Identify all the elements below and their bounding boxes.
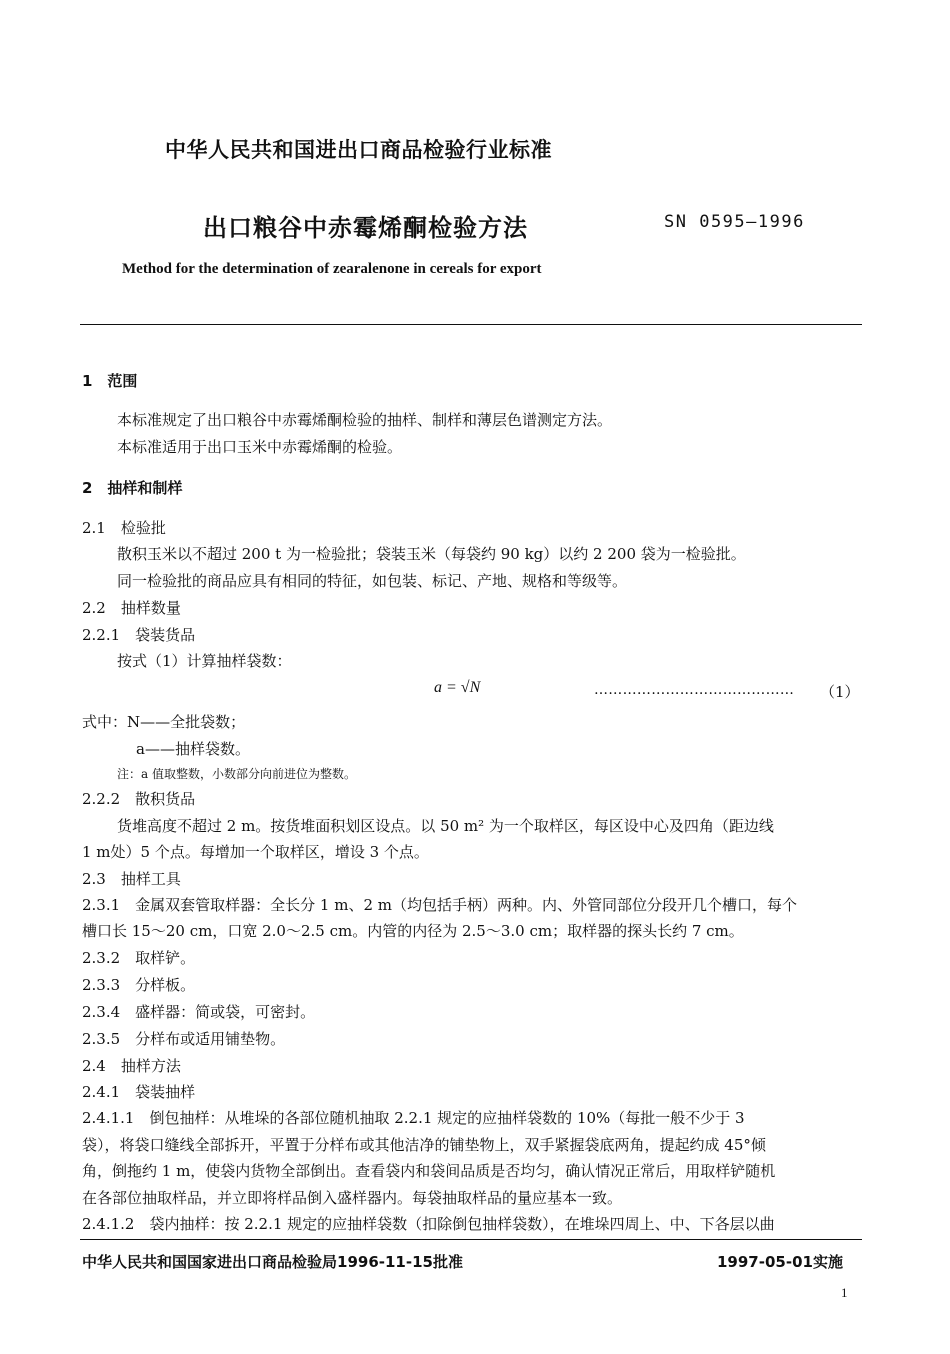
paragraph: 2.4.1.1 倒包抽样：从堆垛的各部位随机抽取 2.2.1 规定的应抽样袋数的 10%（每批一般不少于 3 <box>82 1109 745 1127</box>
paragraph: 1 m处）5 个点。每增加一个取样区，增设 3 个点。 <box>82 843 429 861</box>
paragraph: 按式（1）计算抽样袋数： <box>117 652 292 670</box>
subsection-heading: 2.4.1 袋装抽样 <box>82 1083 196 1101</box>
subsection-heading: 2.2.2 散积货品 <box>82 790 196 808</box>
subsection-heading: 2.2.1 袋装货品 <box>82 626 196 644</box>
document-title: 出口粮谷中赤霉烯酮检验方法 <box>203 214 528 242</box>
paragraph: 2.4.1.2 袋内抽样：按 2.2.1 规定的应抽样袋数（扣除倒包抽样袋数），在堆垛四周上、中、下各层以曲 <box>82 1215 775 1233</box>
where-clause: a——抽样袋数。 <box>136 740 250 758</box>
note: 注：a 值取整数，小数部分向前进位为整数。 <box>117 767 356 781</box>
paragraph: 角，倒拖约 1 m，使袋内货物全部倒出。查看袋内和袋间品质是否均匀，确认情况正常后，用取样铲随机 <box>82 1162 776 1180</box>
paragraph: 槽口长 15～20 cm，口宽 2.0～2.5 cm。内管的内径为 2.5～3.0 cm；取样器的探头长约 7 cm。 <box>82 922 744 940</box>
header-rule <box>80 324 862 325</box>
paragraph: 袋），将袋口缝线全部拆开，平置于分样布或其他洁净的铺垫物上，双手紧握袋底两角，提起约成 45°倾 <box>82 1136 766 1154</box>
standard-code: SN 0595—1996 <box>664 212 805 232</box>
paragraph: 货堆高度不超过 2 m。按货堆面积划区设点。以 50 m² 为一个取样区，每区设中心及四角（距边线 <box>117 817 774 835</box>
subsection-heading: 2.3 抽样工具 <box>82 870 181 888</box>
paragraph: 同一检验批的商品应具有相同的特征，如包装、标记、产地、规格和等级等。 <box>117 572 628 590</box>
where-clause: 式中：N——全批袋数； <box>82 713 246 731</box>
subsection-heading: 2.3.5 分样布或适用铺垫物。 <box>82 1030 286 1048</box>
english-title: Method for the determination of zearalenone in cereals for export <box>122 261 542 277</box>
paragraph: 本标准规定了出口粮谷中赤霉烯酮检验的抽样、制样和薄层色谱测定方法。 <box>117 411 613 429</box>
paragraph: 散积玉米以不超过 200 t 为一检验批；袋装玉米（每袋约 90 kg）以约 2 200 袋为一检验批。 <box>117 545 746 563</box>
formula-leader: …………………………………… <box>594 682 795 698</box>
subsection-heading: 2.1 检验批 <box>82 519 166 537</box>
approval-line: 中华人民共和国国家进出口商品检验局1996-11-15批准 <box>82 1253 463 1271</box>
subsection-heading: 2.2 抽样数量 <box>82 599 181 617</box>
subsection-heading: 2.3.3 分样板。 <box>82 976 196 994</box>
subsection-heading: 2.3.2 取样铲。 <box>82 949 196 967</box>
paragraph: 本标准适用于出口玉米中赤霉烯酮的检验。 <box>117 438 403 456</box>
section-2-heading: 2 抽样和制样 <box>82 479 183 497</box>
section-1-heading: 1 范围 <box>82 372 138 390</box>
footer-rule <box>80 1239 862 1240</box>
implementation-date: 1997-05-01实施 <box>717 1253 843 1271</box>
paragraph: 2.3.1 金属双套管取样器：全长分 1 m、2 m（均包括手柄）两种。内、外管同部位分段开几个槽口，每个 <box>82 896 798 914</box>
subsection-heading: 2.3.4 盛样器：简或袋，可密封。 <box>82 1003 316 1021</box>
paragraph: 在各部位抽取样品，并立即将样品倒入盛样器内。每袋抽取样品的量应基本一致。 <box>82 1189 623 1207</box>
standard-category: 中华人民共和国进出口商品检验行业标准 <box>165 138 552 162</box>
subsection-heading: 2.4 抽样方法 <box>82 1057 181 1075</box>
page-number: 1 <box>841 1285 848 1300</box>
formula-number: （1） <box>820 683 860 701</box>
formula-expression: a = √N <box>434 679 481 696</box>
